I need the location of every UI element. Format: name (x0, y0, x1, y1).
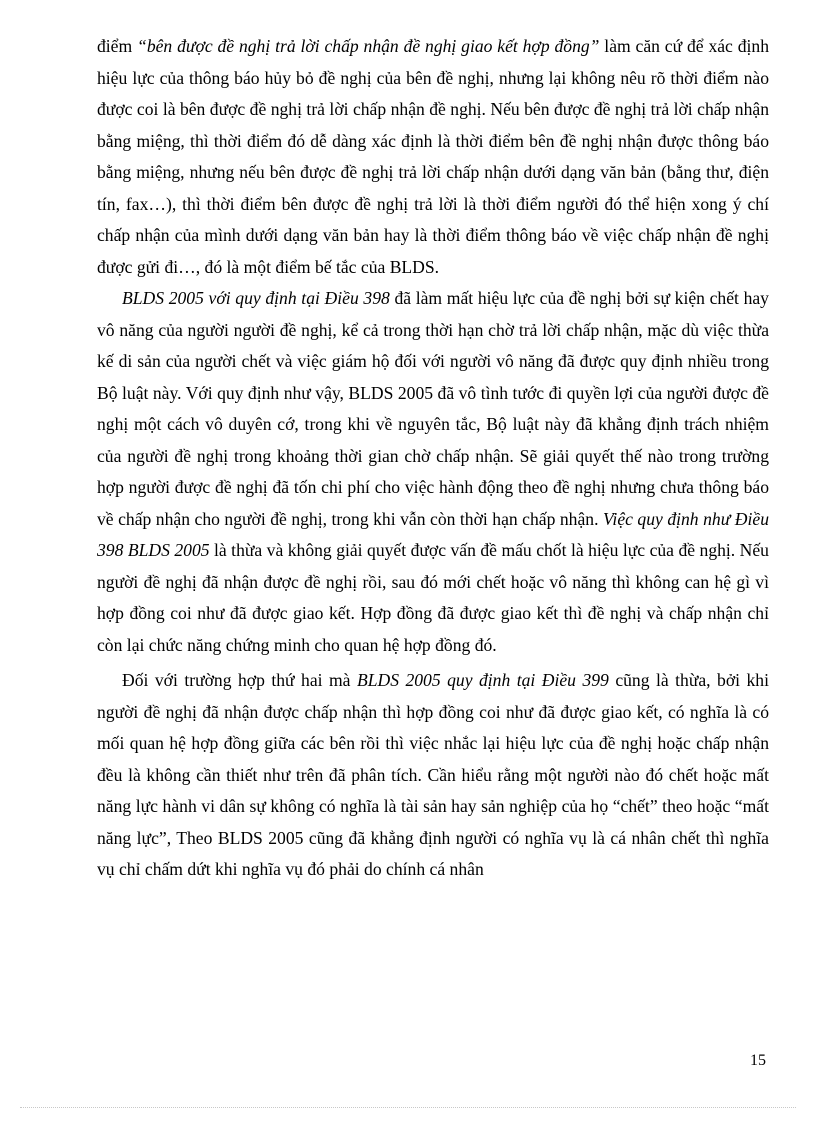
paragraph-3 (97, 665, 769, 886)
text-run: cũng là thừa, bởi khi người đề nghị đã nhận được chấp nhận thì hợp đồng coi như đã được giao kết, có nghĩa là có mối quan hệ hợp đồng giữa các bên rồi thì việc nhắc lại hiệu lực của đề nghị hoặc chấp nhận đều là không cần thiết như trên đã phân tích. Cần hiểu rằng một người nào đó chết hoặc mất năng lực hành vi dân sự không có nghĩa là tài sản hay sản nghiệp của họ “chết” theo hoặc “mất năng lực”, Theo BLDS 2005 cũng đã khẳng định người có nghĩa vụ là cá nhân chết thì nghĩa vụ chỉ chấm dứt khi nghĩa vụ đó phải do chính cá nhân (97, 670, 769, 879)
italic-reference: BLDS 2005 với quy định tại Điều 398 (122, 288, 390, 308)
italic-reference: BLDS 2005 quy định tại Điều 399 (356, 670, 609, 690)
text-run: điểm (97, 36, 138, 56)
body-text (97, 31, 769, 886)
footer-divider (20, 1107, 796, 1108)
italic-quote: “bên được đề nghị trả lời chấp nhận đề nghị giao kết hợp đồng” (137, 36, 600, 56)
text-run: làm căn cứ để xác định hiệu lực của thông báo hủy bỏ đề nghị của bên đề nghị, nhưng lại không nêu rõ thời điểm nào được coi là bên được đề nghị trả lời chấp nhận đề nghị. Nếu bên được đề nghị trả lời chấp nhận bằng miệng, thì thời điểm đó dễ dàng xác định là thời điểm bên đề nghị nhận được thông báo bằng miệng, nhưng nếu bên được đề nghị trả lời chấp nhận dưới dạng văn bản (bằng thư, điện tín, fax…), thì thời điểm bên được đề nghị trả lời là thời điểm người đó thể hiện xong ý chí chấp nhận của mình dưới dạng văn bản hay là thời điểm thông báo về việc chấp nhận đề nghị được gửi đi…, đó là một điểm bế tắc của BLDS. (97, 36, 769, 277)
italic-reference: Việc quy định như Điều 398 BLDS 2005 (97, 508, 769, 560)
page-number: 15 (750, 1052, 766, 1069)
text-run: đã làm mất hiệu lực của đề nghị bởi sự kiện chết hay vô năng của người người đề nghị, kể cả trong thời hạn chờ trả lời chấp nhận, mặc dù việc thừa kế di sản của người chết và việc giám hộ đối với người vô năng đã được quy định nhiều trong Bộ luật này. Với quy định như vậy, BLDS 2005 đã vô tình tước đi quyền lợi của người được đề nghị một cách vô duyên cớ, trong khi về nguyên tắc, Bộ luật này đã khẳng định trách nhiệm của người đề nghị trong khoảng thời gian chờ chấp nhận. Sẽ giải quyết thế nào trong trường hợp người được đề nghị đã tốn chi phí cho việc hành động theo đề nghị nhưng chưa thông báo về chấp nhận cho người đề nghị, trong khi vẫn còn thời hạn chấp nhận. (97, 288, 769, 529)
paragraph-2 (97, 283, 769, 661)
text-run: Đối với trường hợp thứ hai mà (122, 670, 357, 690)
paragraph-1 (97, 31, 769, 283)
text-run: là thừa và không giải quyết được vấn đề mấu chốt là hiệu lực của đề nghị. Nếu người đề nghị đã nhận được đề nghị rồi, sau đó mới chết hoặc vô năng thì không can hệ gì vì hợp đồng coi như đã được giao kết. Hợp đồng đã được giao kết thì đề nghị và chấp nhận chỉ còn lại chức năng chứng minh cho quan hệ hợp đồng đó. (97, 540, 769, 655)
